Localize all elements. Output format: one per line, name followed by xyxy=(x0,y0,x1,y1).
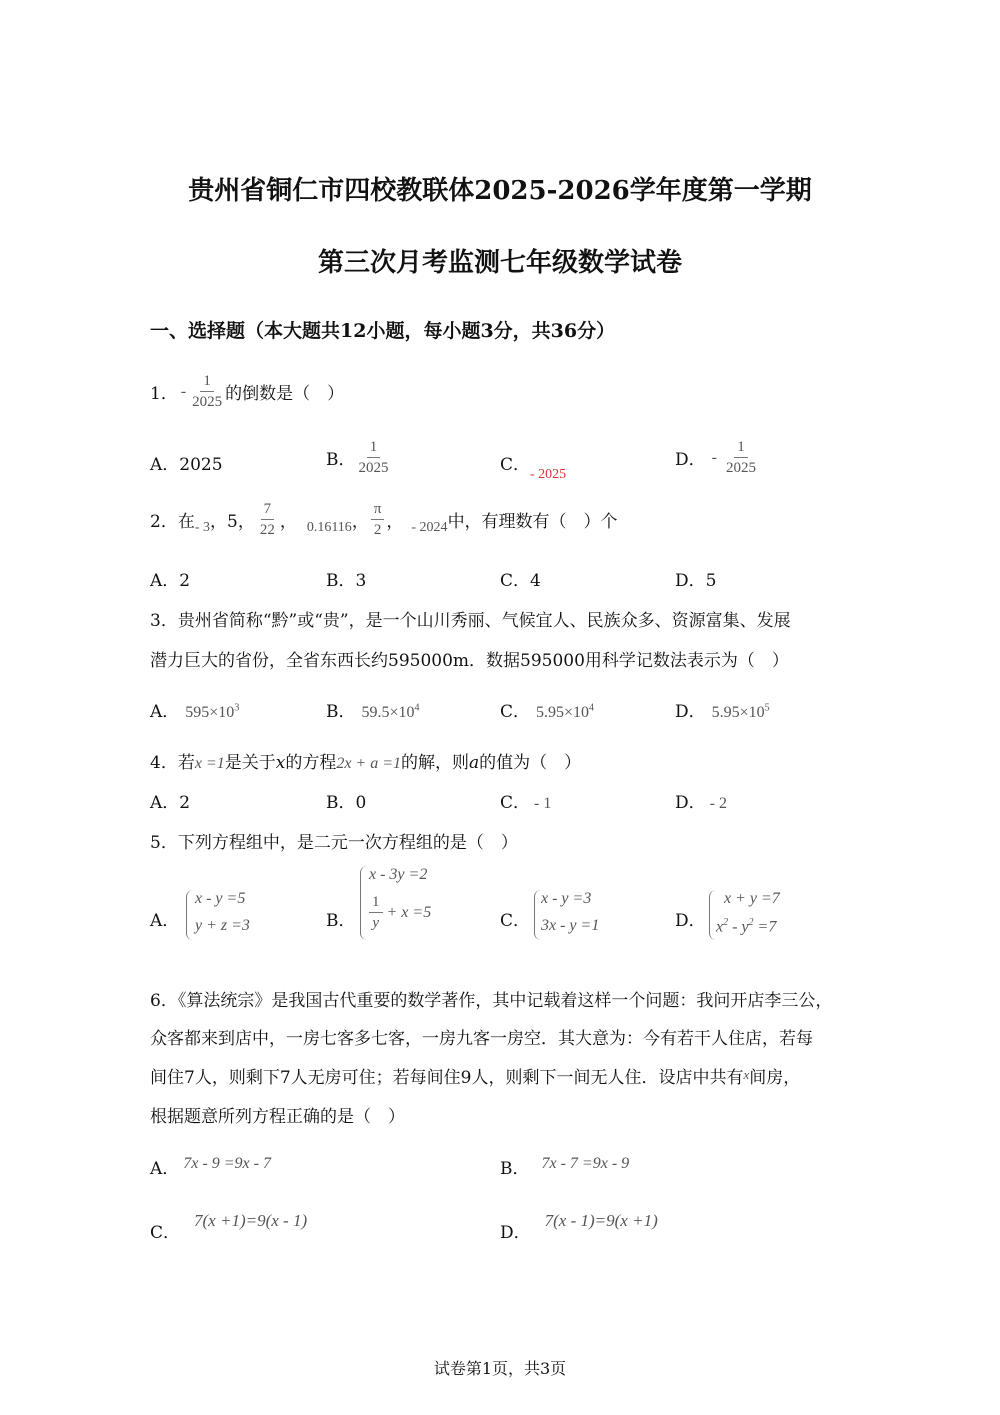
question-5: 5．下列方程组中，是二元一次方程组的是（ ） xyxy=(150,833,518,853)
q5-a-eq2: y + z =3 xyxy=(195,917,250,934)
q6-line-4: 根据题意所列方程正确的是（ ） xyxy=(150,1107,405,1127)
q6-option-c: C．7(x +1)=9(x - 1) xyxy=(150,1211,308,1243)
title-line-2: 第三次月考监测七年级数学试卷 xyxy=(317,248,682,278)
q6-option-d: D．7(x - 1)=9(x +1) xyxy=(500,1211,658,1243)
q1-option-d: D． - $\frac{1}{2025}$ xyxy=(675,439,756,476)
q5-d-brace xyxy=(709,890,716,940)
q5-option-a-label: A． xyxy=(150,911,180,931)
q3-option-a: A． $595\times 10^3$ xyxy=(150,702,240,722)
q1-option-c: C．$_{- 2025}$ xyxy=(500,455,567,482)
question-4: 4．若x =1是关于x的方程2x + a =1的解，则a的值为（ ） xyxy=(150,753,582,773)
q4-option-c: C． - 1 xyxy=(500,793,552,813)
title-line-1: 贵州省铜仁市四校教联体2025-2026学年度第一学期 xyxy=(188,176,812,206)
q2-option-d: D．5 xyxy=(675,571,717,591)
q1-option-a: A．2025 xyxy=(150,455,223,475)
q5-option-c-label: C． xyxy=(500,911,531,931)
q6-line-3: 间住7人，则剩下7人无房可住；若每间住9人，则剩下一间无人住．设店中共有$^x$间房， xyxy=(150,1067,801,1088)
q6-line-2: 众客都来到店中，一房七客多七客，一房九客一房空．其大意为：今有若干人住店，若每 xyxy=(150,1029,813,1049)
question-1 xyxy=(150,372,344,411)
q4-option-b: B．0 xyxy=(326,793,367,813)
q3-option-b: B． $59.5\times 10^4$ xyxy=(326,702,420,722)
q5-option-d-label: D． xyxy=(675,911,706,931)
section-heading: 一、选择题（本大题共12小题，每小题3分，共36分） xyxy=(150,320,616,342)
q4-option-d: D． - 2 xyxy=(675,793,727,813)
q5-d-eq1: x + y =7 xyxy=(724,890,780,907)
q5-b-eq1: x - 3y =2 xyxy=(369,866,428,883)
q4-option-a: A．2 xyxy=(150,793,191,813)
q3-option-c: C． $5.95\times 10^4$ xyxy=(500,702,595,722)
q5-d-eq2: $x^2 - y^2 =7$ xyxy=(716,917,777,936)
question-2: 2．在 - 3 ，5， $\frac{7}{22}$ ， 0.16116 ， $\frac{\pi}{2}$ ， - 2024 中，有理数有（ ）个 xyxy=(150,501,618,538)
q5-b-eq2: $\frac{1}{y}$ + x =5 xyxy=(369,893,431,932)
q1-option-b: B． $\frac{1}{2025}$ xyxy=(326,439,389,476)
q6-line-1: 6．《算法统宗》是我国古代重要的数学著作，其中记载着这样一个问题：我问开店李三公， xyxy=(150,991,833,1011)
q3-line-2: 潜力巨大的省份，全省东西长约595000m．数据595000用科学记数法表示为（ ） xyxy=(150,651,789,671)
q5-c-brace xyxy=(534,890,541,940)
q2-option-b: B．3 xyxy=(326,571,367,591)
q1-text: 的倒数是（ ） xyxy=(225,384,345,404)
q5-option-b-label: B． xyxy=(326,911,356,931)
q5-c-eq1: x - y =3 xyxy=(541,890,592,907)
q6-option-a: A． 7x - 9 =9x - 7 xyxy=(150,1155,271,1179)
q5-a-brace xyxy=(186,890,193,940)
q3-option-d: D． $5.95\times 10^5$ xyxy=(675,702,770,722)
q5-c-eq2: 3x - y =1 xyxy=(541,917,600,934)
q5-b-brace xyxy=(360,866,367,940)
page-footer: 试卷第1页，共3页 xyxy=(433,1359,567,1378)
q1-neg: - xyxy=(180,382,187,400)
q6-option-b: B． 7x - 7 =9x - 9 xyxy=(500,1155,630,1179)
q2-option-a: A．2 xyxy=(150,571,191,591)
q5-a-eq1: x - y =5 xyxy=(195,890,246,907)
q3-line-1: 3．贵州省简称“黔”或“贵”，是一个山川秀丽、气候宜人、民族众多、资源富集、发展 xyxy=(150,611,791,631)
q2-option-c: C．4 xyxy=(500,571,541,591)
q1-fraction: $\frac{1}{2025}$ xyxy=(192,373,223,410)
q1-number: 1． xyxy=(150,384,178,404)
